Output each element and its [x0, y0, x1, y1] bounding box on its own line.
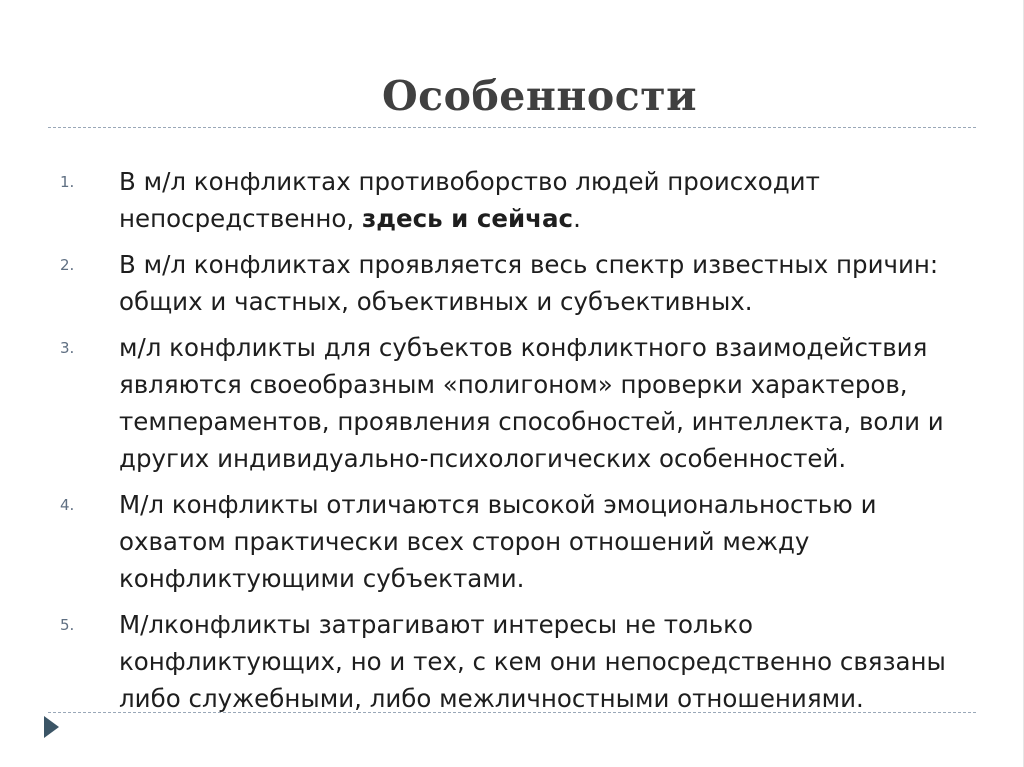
next-slide-arrow-icon[interactable] [44, 716, 59, 738]
list-item-text: м/л конфликты для субъектов конфликтного взаимодействия являются своеобразным «полигоном» проверки характеров, темпераментов, проявления способностей, интеллекта, воли и других индивидуально-психологических особенностей. [119, 333, 944, 473]
list-item-text: В м/л конфликтах противоборство людей происходит непосредственно, [119, 167, 820, 233]
list-number: 4. [60, 496, 75, 514]
list-item-text: М/лконфликты затрагивают интересы не только конфликтующих, но и тех, с кем они непосредственно связаны либо служебными, либо межличностными отношениями. [119, 610, 946, 713]
slide-title: Особенности [381, 72, 698, 120]
list-number: 5. [60, 616, 75, 634]
list-item-text-end: . [573, 204, 581, 233]
footer-divider [48, 712, 976, 713]
list-item-text: В м/л конфликтах проявляется весь спектр известных причин: общих и частных, объективных и субъективных. [119, 250, 939, 316]
feature-list [0, 163, 1000, 726]
list-item [0, 606, 1000, 717]
list-item-bold-text: здесь и сейчас [362, 204, 574, 233]
title-divider [48, 127, 976, 128]
list-number: 3. [60, 339, 75, 357]
list-item [0, 329, 1000, 477]
list-number: 1. [60, 173, 75, 191]
list-number: 2. [60, 256, 75, 274]
list-item [0, 486, 1000, 597]
list-item-text: М/л конфликты отличаются высокой эмоциональностью и охватом практически всех сторон отношений между конфликтующими субъектами. [119, 490, 877, 593]
list-item [0, 163, 1000, 237]
list-item [0, 246, 1000, 320]
